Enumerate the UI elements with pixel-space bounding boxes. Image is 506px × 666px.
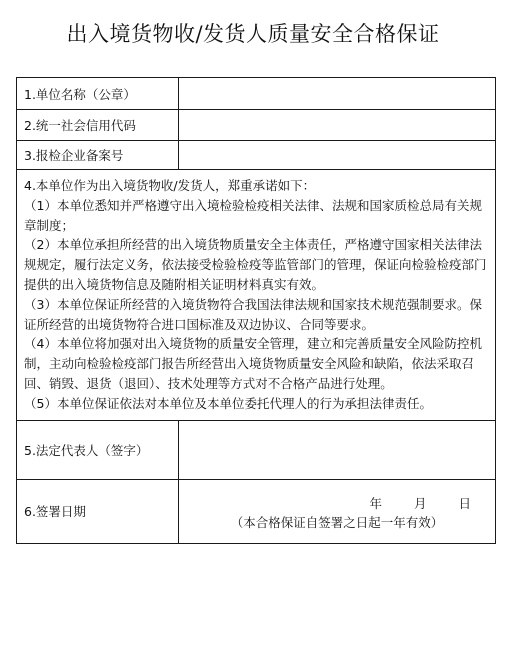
document-title: 出入境货物收/发货人质量安全合格保证 xyxy=(66,22,440,46)
row-sign-date xyxy=(17,479,495,543)
row-credit-code xyxy=(17,109,495,140)
row-record-no xyxy=(17,140,495,169)
legal-rep-signature-field[interactable] xyxy=(179,421,495,479)
unit-name-label: 1.单位名称（公章） xyxy=(17,78,179,109)
year-label: 年 xyxy=(369,495,382,511)
pledge-item-4: （4）本单位将加强对出入境货物的质量安全管理，建立和完善质量安全风险防控机制，主动向检验检疫部门报告所经营出入境货物质量安全风险和缺陷，依法采取召回、销毁、退货（退回）、技术处理等方式对不合格产品进行处理。 xyxy=(24,336,482,391)
unit-name-field[interactable] xyxy=(179,78,495,109)
pledge-item-2: （2）本单位承担所经营的出入境货物质量安全主体责任，严格遵守国家相关法律法规规定，履行法定义务，依法接受检验检疫等监管部门的管理，保证向检验检疫部门提供的出入境货物信息及随附相关证明材料真实有效。 xyxy=(24,237,487,292)
pledge-item-5: （5）本单位保证依法对本单位及本单位委托代理人的行为承担法律责任。 xyxy=(24,395,432,411)
validity-note: （本合格保证自签署之日起一年有效） xyxy=(230,514,444,530)
pledge-item-3: （3）本单位保证所经营的入境货物符合我国法律法规和国家技术规范强制要求。保证所经营的出境货物符合进口国标准及双边协议、合同等要求。 xyxy=(24,296,482,332)
pledge-intro: 4.本单位作为出入境货物收/发货人，郑重承诺如下： xyxy=(24,178,316,193)
guarantee-form xyxy=(16,77,496,544)
credit-code-field[interactable] xyxy=(179,110,495,140)
record-no-field[interactable] xyxy=(179,141,495,169)
sign-date-label: 6.签署日期 xyxy=(17,480,179,543)
date-placeholders xyxy=(341,494,471,512)
row-unit-name xyxy=(17,78,495,109)
pledge-text xyxy=(17,170,495,420)
credit-code-label: 2.统一社会信用代码 xyxy=(17,110,179,140)
sign-date-field[interactable] xyxy=(179,480,495,543)
day-label: 日 xyxy=(458,495,471,511)
month-label: 月 xyxy=(413,495,427,511)
row-pledge xyxy=(17,169,495,420)
legal-rep-label: 5.法定代表人（签字） xyxy=(17,421,179,479)
pledge-item-1: （1）本单位悉知并严格遵守出入境检验检疫相关法律、法规和国家质检总局有关规章制度； xyxy=(24,197,482,233)
record-no-label: 3.报检企业备案号 xyxy=(17,141,179,169)
row-legal-rep xyxy=(17,420,495,479)
